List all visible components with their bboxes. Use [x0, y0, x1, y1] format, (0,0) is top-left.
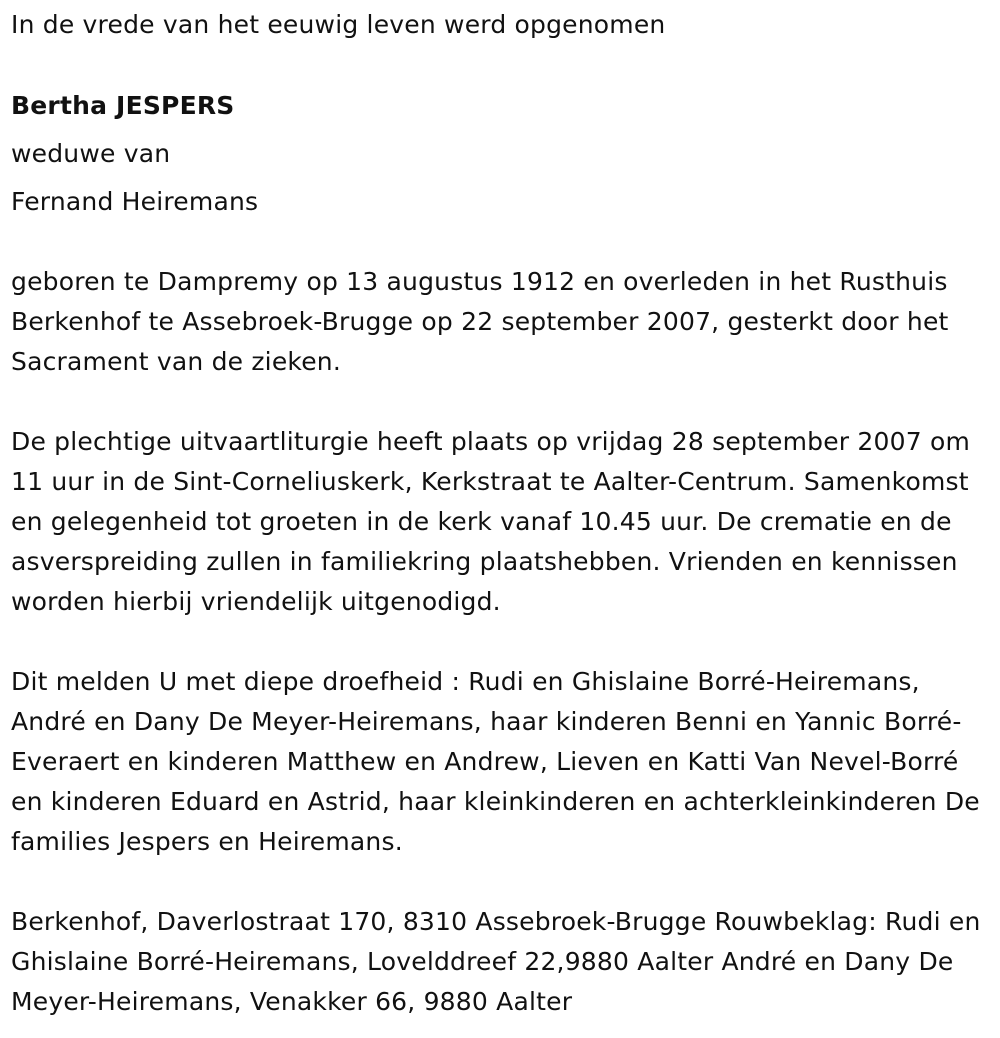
intro-line: In de vrede van het eeuwig leven werd opgenomen: [11, 10, 666, 39]
family-paragraph: Dit melden U met diepe droefheid : Rudi en Ghislaine Borré-Heiremans, André en Dany De Meyer-Heiremans, haar kinderen Benni en Yannic Borré-Everaert en kinderen Matthew en Andrew, Lieven en Katti Van Nevel-Borré en kinderen Eduard en Astrid, haar kleinkinderen en achterkleinkinderen De families Jespers en Heiremans.: [11, 667, 980, 856]
deceased-name: Bertha JESPERS: [11, 91, 235, 120]
widow-of-label: weduwe van: [11, 139, 171, 168]
funeral-paragraph: De plechtige uitvaartliturgie heeft plaats op vrijdag 28 september 2007 om 11 uur in de Sint-Corneliuskerk, Kerkstraat te Aalter-Centrum. Samenkomst en gelegenheid tot groeten in de kerk vanaf 10.45 uur. De crematie en de asverspreiding zullen in familiekring plaatshebben. Vrienden en kennissen worden hierbij vriendelijk uitgenodigd.: [11, 427, 971, 616]
address-paragraph: Berkenhof, Daverlostraat 170, 8310 Assebroek-Brugge Rouwbeklag: Rudi en Ghislaine Borré-Heiremans, Lovelddreef 22,9880 Aalter André en Dany De Meyer-Heiremans, Venakker 66, 9880 Aalter: [11, 907, 981, 1016]
birth-death-paragraph: geboren te Dampremy op 13 augustus 1912 en overleden in het Rusthuis Berkenhof te Assebroek-Brugge op 22 september 2007, gesterkt door het Sacrament van de zieken.: [11, 267, 949, 376]
spouse-name: Fernand Heiremans: [11, 187, 259, 216]
